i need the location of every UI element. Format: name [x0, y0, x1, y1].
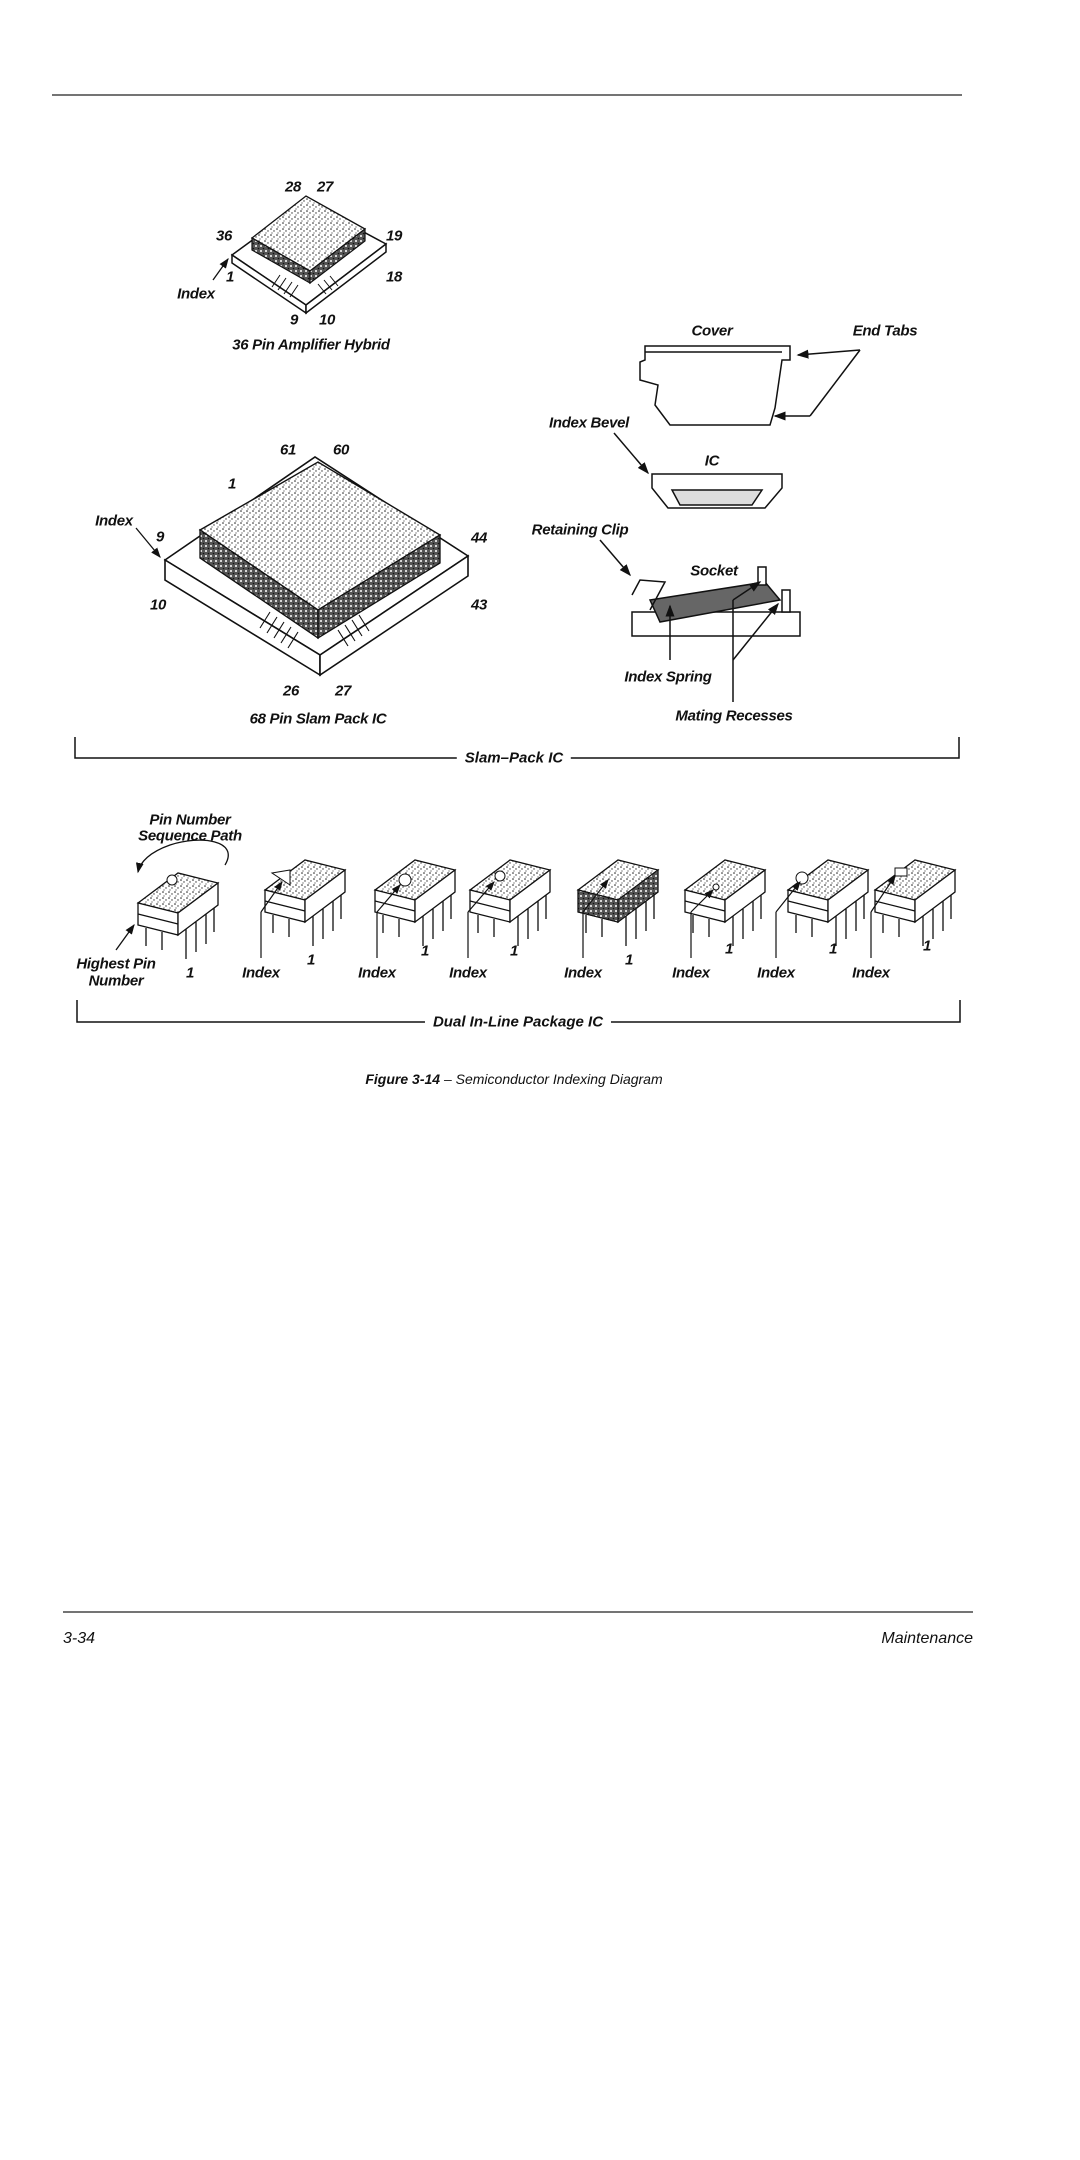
- hybrid-caption: 36 Pin Amplifier Hybrid: [232, 336, 390, 354]
- pin-label: 9: [289, 311, 299, 329]
- pin-label: 19: [385, 227, 403, 245]
- sequence-path-label: Pin Number: [149, 811, 231, 829]
- index-spring-label: Index Spring: [624, 668, 712, 686]
- pin-label: 1: [185, 964, 195, 982]
- pin-label: 1: [828, 940, 838, 958]
- pin-label: 1: [420, 942, 430, 960]
- index-label: Index: [564, 964, 602, 982]
- pin-label: 10: [149, 596, 167, 614]
- pin-label: 10: [318, 311, 336, 329]
- pin-label: 60: [332, 441, 350, 459]
- index-bevel-label: Index Bevel: [548, 414, 630, 432]
- pin-label: 9: [155, 528, 165, 546]
- socket-label: Socket: [690, 562, 738, 580]
- figure-separator: –: [443, 1071, 452, 1087]
- sequence-path-label: Sequence Path: [138, 827, 242, 845]
- cover-label: Cover: [691, 322, 733, 340]
- slampack-68-pin-illustration: [136, 457, 468, 675]
- socket-assembly-illustration: [600, 346, 860, 702]
- pin-label: 27: [316, 178, 334, 196]
- highest-pin-label: Number: [88, 972, 144, 990]
- index-label: Index: [672, 964, 710, 982]
- pin-label: 1: [724, 940, 734, 958]
- pin-label: 36: [215, 227, 233, 245]
- pin-label: 18: [385, 268, 403, 286]
- index-label: Index: [852, 964, 890, 982]
- index-label: Index: [358, 964, 396, 982]
- section-name: Maintenance: [881, 1630, 973, 1647]
- ic-label: IC: [704, 452, 720, 470]
- page-number: 3-34: [63, 1630, 96, 1647]
- pin-label: 43: [470, 596, 488, 614]
- end-tabs-label: End Tabs: [852, 322, 918, 340]
- pin-label: 27: [334, 682, 352, 700]
- pin-label: 1: [624, 951, 634, 969]
- pin-label: 1: [225, 268, 235, 286]
- index-label: Index: [95, 512, 133, 530]
- pin-label: 1: [306, 951, 316, 969]
- slampack-caption: 68 Pin Slam Pack IC: [249, 710, 387, 728]
- pin-label: 1: [922, 937, 932, 955]
- pin-label: 1: [509, 942, 519, 960]
- hybrid-36-pin-illustration: [213, 196, 386, 313]
- pin-label: 26: [282, 682, 300, 700]
- highest-pin-label: Highest Pin: [76, 955, 156, 973]
- mating-recesses-label: Mating Recesses: [675, 707, 793, 725]
- pin-label: 44: [470, 529, 488, 547]
- retaining-clip-label: Retaining Clip: [531, 521, 629, 539]
- slam-pack-section-label: Slam–Pack IC: [457, 750, 571, 767]
- figure-number: Figure 3-14: [365, 1071, 441, 1087]
- index-label: Index: [177, 285, 215, 303]
- index-label: Index: [449, 964, 487, 982]
- figure-caption: [365, 1071, 662, 1087]
- index-label: Index: [242, 964, 280, 982]
- dip-section-label: Dual In-Line Package IC: [425, 1014, 611, 1031]
- pin-label: 61: [279, 441, 297, 459]
- pin-label: 1: [227, 475, 237, 493]
- figure-title: Semiconductor Indexing Diagram: [455, 1071, 663, 1087]
- index-label: Index: [757, 964, 795, 982]
- pin-label: 28: [284, 178, 302, 196]
